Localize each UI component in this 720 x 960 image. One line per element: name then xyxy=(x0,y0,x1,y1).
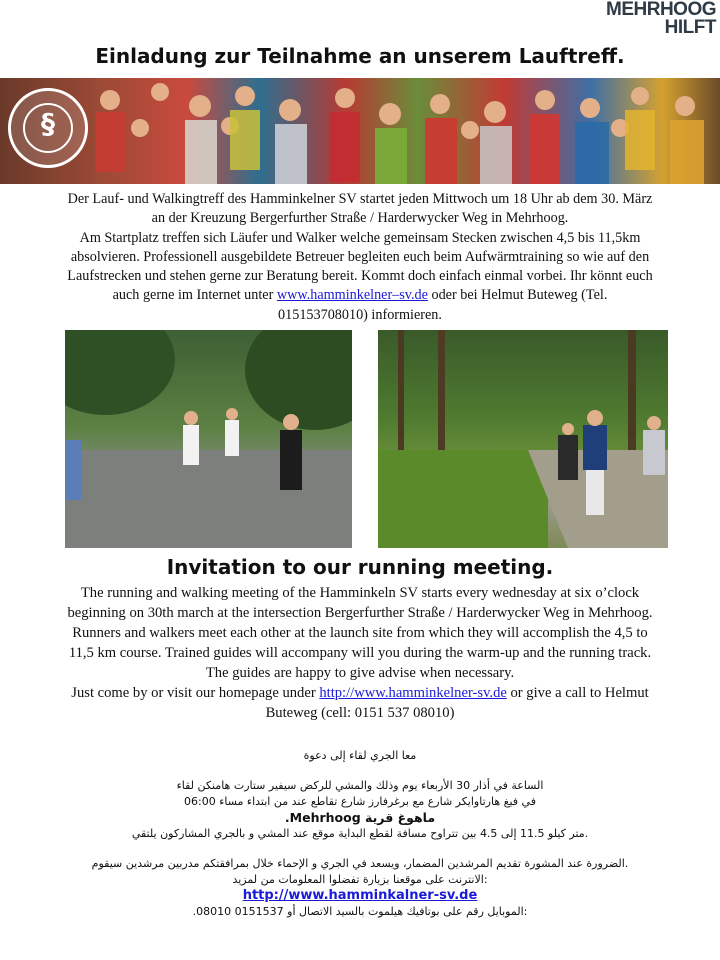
logo-line-1: MEHRHOOG xyxy=(606,0,716,20)
german-line-3: Am Startplatz treffen sich Läufer und Walker welche gemeinsam Stecken zwischen 4,5 bis 11,5km xyxy=(79,229,641,246)
german-line-5: Laufstrecken und stehen gerne zur Beratung bereit. Kommt doch einfach einmal vorbei. Ihr könnt euch xyxy=(67,268,653,285)
english-line-6 xyxy=(6,683,714,703)
english-line-6-post: or give a call to Helmut xyxy=(506,685,649,701)
german-line-6-pre: auch gerne im Internet unter xyxy=(112,287,277,304)
nordic-walking-photo xyxy=(378,330,668,548)
hamminkelner-sv-emblem xyxy=(8,88,88,168)
crowd-illustration xyxy=(0,78,720,184)
mehrhoog-hilft-logo xyxy=(576,2,716,40)
arabic-line-5: .الضرورة عند المشورة تقديم المرشدين المضمار، ويسعد في الجري و الإحماء خلال بمرافقتكم مدربين مرشدين سيقوم xyxy=(91,857,629,870)
english-line-5: The guides are happy to give advise when necessary. xyxy=(205,665,515,681)
german-line-1: Der Lauf- und Walkingtreff des Hamminkelner SV startet jeden Mittwoch um 18 Uhr ab dem 30. März xyxy=(67,191,653,207)
warm-up-photo xyxy=(65,330,352,548)
english-line-1: The running and walking meeting of the Hamminkeln SV starts every wednesday at six o’clock xyxy=(80,585,640,601)
german-website-link[interactable]: www.hamminkelner–sv.de xyxy=(276,287,428,304)
german-body xyxy=(6,190,714,325)
arabic-website-link[interactable]: http://www.hamminkalner-sv.de xyxy=(242,888,478,903)
german-line-2: an der Kreuzung Bergerfurther Straße / Harderwycker Weg in Mehrhoog. xyxy=(151,210,569,227)
english-line-6-pre: Just come by or visit our homepage under xyxy=(71,685,320,701)
english-line-7: Buteweg (cell: 0151 537 08010) xyxy=(265,705,455,721)
emblem-monogram: § xyxy=(41,107,55,140)
english-line-2: beginning on 30th march at the intersection Bergerfurther Straße / Harderwycker Weg in Mehrhoog. xyxy=(67,605,653,621)
english-body xyxy=(6,583,714,723)
arabic-line-7: :الموبايل رقم على بوتافيك هيلموت بالسيد الاتصال أو 0151537 08010. xyxy=(192,905,528,918)
warm-up-scene xyxy=(65,330,352,548)
forest-scene xyxy=(378,330,668,548)
english-line-4: 11,5 km course. Trained guides will accompany will you during the warm-up and the running track. xyxy=(68,645,652,661)
english-line-3: Runners and walkers meet each other at the launch site from which they will accomplish the 4,5 to xyxy=(72,625,648,641)
arabic-line-1: الساعة في أذار 30 الأربعاء يوم وذلك والمشي للركض سيفير ستارت هامنكن لقاء xyxy=(176,779,544,792)
arabic-line-6: :الانترنت على موقعنا بزيارة تفضلوا المعلومات من لمزيد xyxy=(232,873,488,886)
german-line-4: absolvieren. Professionell ausgebildete Betreuer begleiten euch beim Aufwärmtraining so wie auf den xyxy=(70,248,650,265)
german-title: Einladung zur Teilnahme an unserem Lauftreff. xyxy=(95,44,625,68)
arabic-line-4: .متر كيلو 11.5 إلى 4.5 بين تتراوح مسافة لقطع البداية موقع عند المشي و بالجري المشاركون يلتقي xyxy=(131,827,589,840)
german-line-6 xyxy=(6,286,714,305)
arabic-title: معا الجري لقاء إلى دعوة xyxy=(303,749,417,762)
arabic-line-3: ماهوغ قرية Mehrhoog. xyxy=(284,810,436,825)
german-line-6-post: oder bei Helmut Buteweg (Tel. xyxy=(427,287,608,304)
english-website-link[interactable]: http://www.hamminkelner-sv.de xyxy=(319,685,507,701)
german-line-7: 015153708010) informieren. xyxy=(278,306,442,323)
arabic-line-2: في فيغ هارتاوايكر شارع مع برغرفارز شارع تقاطع عند من ابتداء مساء 06:00 xyxy=(184,795,536,808)
english-title: Invitation to our running meeting. xyxy=(166,555,554,579)
arabic-body xyxy=(70,748,650,920)
runners-banner-image xyxy=(0,78,720,184)
logo-line-2: HILFT xyxy=(664,17,716,38)
